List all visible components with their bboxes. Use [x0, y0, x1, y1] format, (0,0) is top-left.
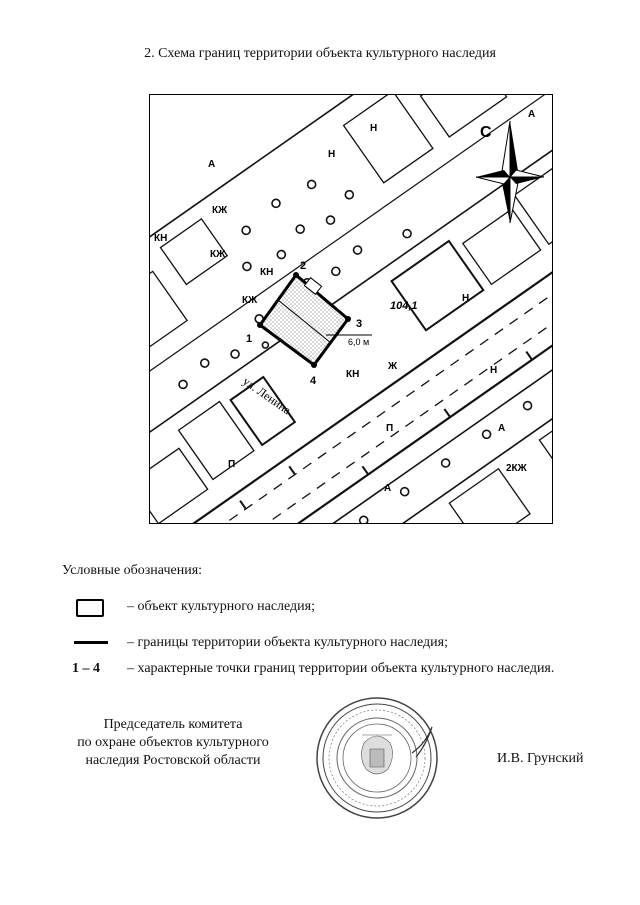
block-label: КН [154, 233, 168, 244]
point-3-dot [345, 316, 351, 322]
building [179, 402, 254, 480]
heritage-boundary [260, 275, 348, 365]
point-label-2: 2 [300, 260, 307, 272]
block-label: КН [346, 369, 360, 380]
block-label: П [386, 423, 394, 434]
block-label: Н [462, 293, 470, 304]
block-edge-south [150, 248, 552, 523]
block-label: КЖ [210, 249, 226, 260]
street-edge-south [150, 199, 552, 523]
elevation-label: 104,1 [390, 300, 418, 312]
legend-title: Условные обозначения: [62, 563, 203, 578]
position-line: наследия Ростовской области [85, 753, 261, 768]
block-label: А [498, 423, 506, 434]
point-2-dot [293, 272, 299, 278]
boundary-scheme-map [149, 94, 553, 524]
block-label: П [228, 459, 236, 470]
street-axis-2 [150, 184, 552, 523]
legend-item-points [0, 659, 640, 681]
building [539, 394, 552, 489]
legend-item-boundary [0, 633, 640, 655]
signatory-position [48, 716, 298, 770]
block-line-top [150, 95, 552, 396]
poles [207, 317, 532, 523]
building [392, 241, 484, 330]
legend-item-object [0, 597, 640, 619]
street-name: ул. Ленина [240, 373, 294, 418]
position-line: Председатель комитета [103, 717, 243, 732]
building [463, 209, 541, 284]
building [449, 469, 530, 523]
point-label-4: 4 [310, 375, 317, 387]
legend-item-text: – характерные точки границ территории объекта культурного наследия. [127, 661, 555, 676]
block-label: 2КЖ [506, 463, 527, 474]
north-label: С [480, 124, 492, 141]
boundary-line-symbol-icon [72, 633, 112, 653]
block-label: Ж [388, 361, 398, 372]
block-label: Н [328, 149, 336, 160]
points-symbol [72, 659, 112, 679]
building [150, 271, 187, 355]
block-label: Н [370, 123, 378, 134]
point-1-dot [257, 322, 263, 328]
official-seal [312, 693, 442, 823]
points-range-label: 1 – 4 [72, 661, 100, 676]
signatory-name: И.В. Грунский [497, 751, 584, 766]
distance-label: 6,0 м [348, 337, 370, 347]
legend-item-text: – объект культурного наследия; [127, 599, 315, 614]
block-label: А [384, 483, 392, 494]
point-4-dot [311, 362, 317, 368]
legend-item-text: – границы территории объекта культурного наследия; [127, 635, 448, 650]
position-line: по охране объектов культурного [77, 735, 269, 750]
heritage-object-symbol-icon [72, 597, 112, 617]
map-drawing [150, 95, 552, 523]
point-label-1: 1 [246, 333, 253, 345]
block-label: КН [260, 267, 274, 278]
block-label: Н [490, 365, 498, 376]
page-title: 2. Схема границ территории объекта культурного наследия [144, 46, 496, 61]
point-label-3: 3 [356, 318, 363, 330]
building [344, 95, 433, 183]
block-label: КЖ [242, 295, 258, 306]
block-label: А [208, 159, 216, 170]
block-label: А [528, 109, 536, 120]
block-label: КЖ [212, 205, 228, 216]
block-labels [154, 109, 535, 494]
